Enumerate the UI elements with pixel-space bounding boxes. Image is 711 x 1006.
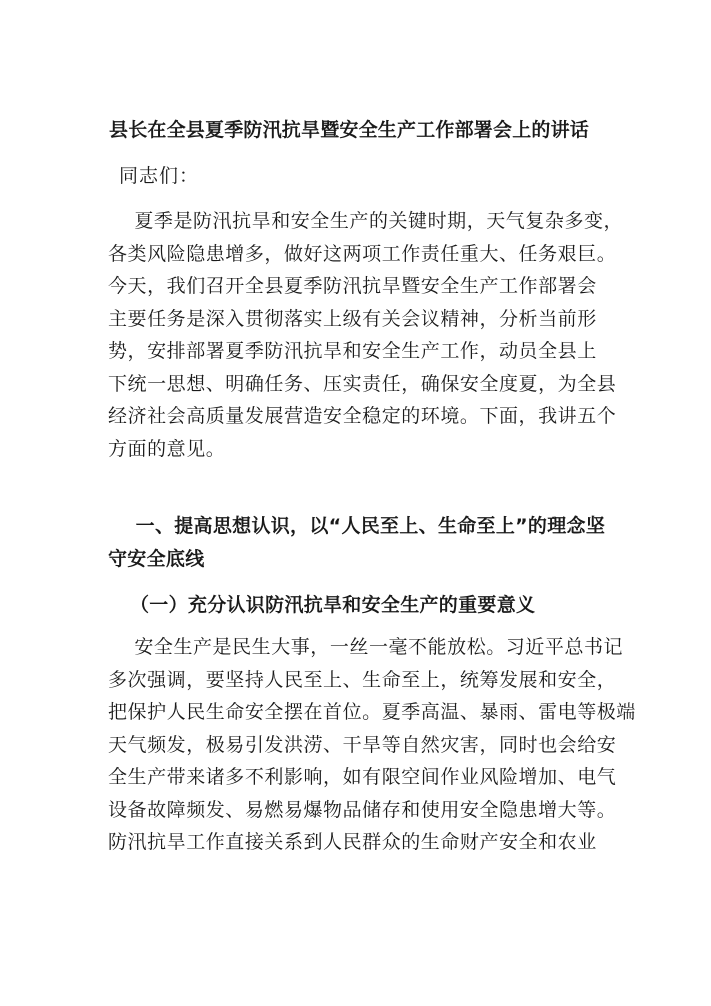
paragraph-safety (108, 631, 636, 859)
paragraph-line: 主要任务是深入贯彻落实上级有关会议精神，分析当前形 (108, 307, 597, 330)
paragraph-line: 势，安排部署夏季防汛抗旱和安全生产工作，动员全县上 (108, 340, 597, 362)
section-heading-1 (108, 510, 618, 575)
subsection-heading-1: （一）充分认识防汛抗旱和安全生产的重要意义 (130, 594, 536, 616)
greeting: 同志们： (119, 165, 200, 187)
paragraph-line: 把保护人民生命安全摆在首位。夏季高温、暴雨、雷电等极端 (108, 701, 636, 723)
paragraph-line: 方面的意见。 (108, 437, 226, 460)
paragraph-line: 全生产带来诸多不利影响，如有限空间作业风险增加、电气 (108, 766, 617, 788)
paragraph-line: 多次强调，要坚持人民至上、生命至上，统筹发展和安全， (108, 668, 617, 691)
paragraph-line: 夏季是防汛抗旱和安全生产的关键时期，天气复杂多变， (108, 210, 624, 232)
paragraph-line: 经济社会高质量发展营造安全稳定的环境。下面，我讲五个 (108, 405, 617, 427)
paragraph-line: 各类风险隐患增多，做好这两项工作责任重大、任务艰巨。 (108, 242, 617, 265)
paragraph-line: 设备故障频发、易燃易爆物品储存和使用安全隐患增大等。 (108, 798, 617, 821)
paragraph-line: 下统一思想、明确任务、压实责任，确保安全度夏，为全县 (108, 372, 617, 395)
document-title: 县长在全县夏季防汛抗旱暨安全生产工作部署会上的讲话 (109, 119, 590, 141)
paragraph-line: 防汛抗旱工作直接关系到人民群众的生命财产安全和农业 (108, 831, 597, 853)
paragraph-line: 天气频发，极易引发洪涝、干旱等自然灾害，同时也会给安 (108, 733, 617, 756)
heading-line: 守安全底线 (108, 547, 205, 570)
paragraph-intro (108, 205, 624, 465)
heading-line: 一、提高思想认识，以“人民至上、生命至上”的理念坚 (108, 515, 606, 537)
paragraph-line: 安全生产是民生大事，一丝一毫不能放松。习近平总书记 (108, 636, 624, 658)
paragraph-line: 今天，我们召开全县夏季防汛抗旱暨安全生产工作部署会 (108, 275, 597, 297)
